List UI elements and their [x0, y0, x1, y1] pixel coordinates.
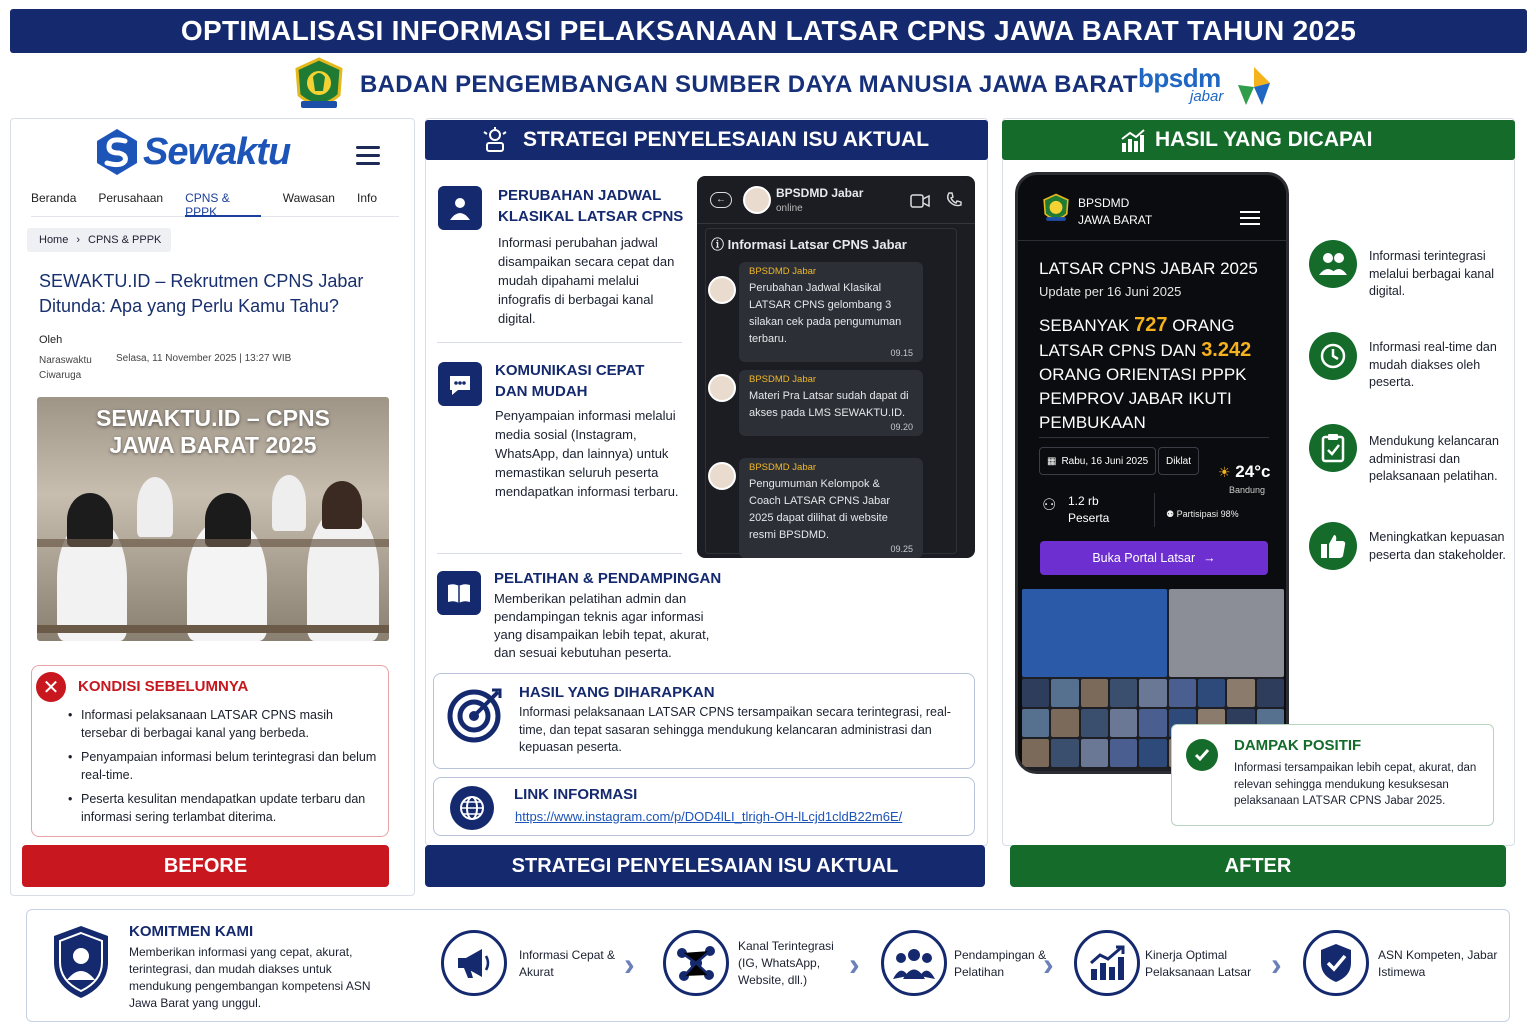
komitmen-text: Memberikan informasi yang cepat, akurat, terintegrasi, dan mudah diakses untuk mendukung pengembangan kompetensi ASN Jawa Barat yang unggul. [129, 945, 371, 1010]
whatsapp-chat-mockup [697, 176, 975, 558]
article-date: Selasa, 11 November 2025 | 13:27 WIB [116, 353, 292, 364]
phone-title: LATSAR CPNS JABAR 2025 [1039, 259, 1258, 278]
megaphone-icon [441, 930, 507, 996]
video-tile [1022, 739, 1049, 767]
strategy-icon [481, 126, 509, 154]
check-circle-icon [1186, 739, 1218, 771]
video-tile [1198, 679, 1225, 707]
photo-overlay-line-1: SEWAKTU.ID – CPNS [96, 405, 330, 431]
sewaktu-logo [95, 127, 290, 177]
chat-message [739, 370, 923, 436]
komitmen-bar [26, 909, 1510, 1022]
shield-check-icon [1303, 930, 1369, 996]
phone-app-header [1018, 175, 1286, 241]
video-tile [1227, 679, 1254, 707]
chat-contact-status: online [776, 203, 803, 214]
hamburger-menu-icon[interactable] [356, 141, 380, 170]
message-sender: BPSDMD Jabar [749, 462, 817, 473]
west-java-emblem-icon [1042, 193, 1070, 225]
nav-item-cpns-pppk[interactable]: CPNS & PPPK [185, 191, 261, 217]
open-portal-label: Buka Portal Latsar [1092, 551, 1196, 565]
result-item-text: Mendukung kelancaran administrasi dan pelaksanaan pelatihan. [1369, 434, 1499, 483]
komitmen-step-label: Kinerja Optimal Pelaksanaan Latsar [1145, 948, 1252, 979]
video-tile [1081, 709, 1108, 737]
sewaktu-s-icon [95, 127, 139, 177]
strategy-item-text: Memberikan pelatihan admin dan pendampingan teknis agar informasi yang disampaikan lebih tepat, akurat, dan sesuai kebutuhan peserta. [494, 591, 710, 660]
message-sender: BPSDMD Jabar [749, 374, 817, 385]
article-photo [37, 397, 389, 641]
kondisi-item: • Penyampaian informasi belum terintegrasi dan belum real-time. [68, 748, 378, 784]
sun-icon: ☀ [1218, 464, 1231, 480]
bpsdm-logo-sub: jabar [1190, 88, 1224, 105]
book-icon [437, 571, 481, 615]
message-text: Materi Pra Latsar sudah dapat di akses pada LMS SEWAKTU.ID. [749, 390, 909, 419]
nav-item-wawasan[interactable]: Wawasan [282, 191, 335, 205]
dampak-text: Informasi tersampaikan lebih cepat, akurat, dan relevan sehingga mendukung kesuksesan pelaksanaan LATSAR CPNS Jabar 2025. [1234, 762, 1477, 807]
author-name[interactable]: Naraswaktu Ciwaruga [39, 355, 92, 381]
komitmen-title: KOMITMEN KAMI [129, 923, 254, 940]
kondisi-title: KONDISI SEBELUMNYA [78, 678, 249, 695]
calendar-icon: ▦ [1047, 455, 1057, 467]
strategy-item-title: PERUBAHAN JADWAL KLASIKAL LATSAR CPNS [498, 187, 684, 225]
headline-prefix: SEBANYAK [1039, 316, 1130, 335]
group-icon [881, 930, 947, 996]
breadcrumb-home[interactable]: Home [39, 234, 69, 246]
dampak-positif-card [1171, 724, 1494, 826]
expected-result-title: HASIL YANG DIHARAPKAN [519, 684, 715, 701]
strategy-button[interactable]: STRATEGI PENYELESAIAN ISU AKTUAL [425, 845, 985, 887]
avatar [708, 462, 736, 490]
result-item-text: Meningkatkan kepuasan peserta dan stakeholder. [1369, 530, 1506, 562]
chevron-right-icon: › [1271, 946, 1282, 982]
dampak-title: DAMPAK POSITIF [1234, 737, 1362, 754]
video-tile [1081, 679, 1108, 707]
date-chip-label: Rabu, 16 Juni 2025 [1061, 455, 1149, 467]
sewaktu-wordmark: Sewaktu [143, 130, 291, 173]
video-tile [1110, 679, 1137, 707]
phone-update-date: Update per 16 Juni 2025 [1039, 284, 1182, 299]
people-icon [1309, 240, 1357, 288]
globe-icon [450, 786, 494, 830]
strategy-item-text: Penyampaian informasi melalui media sosial (Instagram, WhatsApp, dan lainnya) untuk memastikan seluruh peserta mendapatkan informasi terbaru. [495, 408, 679, 499]
strategy-header [425, 120, 988, 160]
phone-org-name [1078, 195, 1152, 229]
video-tile [1051, 679, 1078, 707]
before-button[interactable]: BEFORE [22, 845, 389, 887]
avatar [708, 276, 736, 304]
strategy-header-text: STRATEGI PENYELESAIAN ISU AKTUAL [523, 128, 930, 151]
close-x-icon: ✕ [36, 672, 66, 702]
article-headline[interactable]: SEWAKTU.ID – Rekrutmen CPNS Jabar Ditunda: Apa yang Perlu Kamu Tahu? [39, 271, 364, 316]
video-tile [1139, 679, 1166, 707]
nav-item-perusahaan[interactable]: Perusahaan [98, 191, 164, 205]
participant-count: 1.2 rb [1068, 494, 1099, 508]
count-cpns: 727 [1134, 314, 1168, 336]
participant-stat [1068, 493, 1109, 527]
diklat-chip[interactable]: Diklat [1158, 447, 1199, 475]
komitmen-step-label: ASN Kompeten, Jabar Istimewa [1378, 948, 1498, 979]
result-header [1002, 120, 1515, 160]
participants-icon: ⚇ [1042, 497, 1057, 514]
chat-channel-name: Informasi Latsar CPNS Jabar [727, 237, 907, 252]
chat-contact-name: BPSDMD Jabar [776, 186, 864, 200]
weather-temp-value: 24°c [1235, 462, 1271, 481]
kondisi-list [68, 706, 378, 832]
strategy-item-title: PELATIHAN & PENDAMPINGAN [494, 570, 722, 587]
network-icon [663, 930, 729, 996]
breadcrumb [27, 228, 171, 252]
phone-headline [1039, 313, 1279, 435]
chevron-right-icon: › [624, 946, 635, 982]
clock-icon [1309, 332, 1357, 380]
before-panel [10, 118, 415, 896]
chevron-right-icon: › [849, 946, 860, 982]
growth-chart-icon [1074, 930, 1140, 996]
org-name: BADAN PENGEMBANGAN SUMBER DAYA MANUSIA JAWA BARAT [360, 71, 1138, 98]
result-item-text: Informasi real-time dan mudah diakses oleh peserta. [1369, 340, 1497, 389]
count-pppk: 3.242 [1201, 339, 1252, 361]
chevron-right-icon: › [76, 234, 81, 246]
participation-label: Partisipasi 98% [1176, 509, 1239, 519]
video-tile [1169, 679, 1196, 707]
calendar-person-icon [438, 186, 482, 230]
bar-chart-icon [1120, 129, 1146, 153]
message-time: 09.15 [890, 348, 913, 358]
participant-label: Peserta [1068, 511, 1110, 525]
nav-item-info[interactable]: Info [356, 191, 377, 205]
info-circle-icon: ⓘ [711, 237, 725, 252]
video-tile [1169, 589, 1284, 677]
chat-header [697, 176, 975, 224]
video-tile [1110, 739, 1137, 767]
avatar [708, 374, 736, 402]
date-chip[interactable] [1039, 447, 1156, 475]
bpsdm-leaf-icon [1234, 65, 1274, 109]
phone-call-icon[interactable] [945, 191, 963, 209]
phone-org-line-2: JAWA BARAT [1078, 213, 1153, 227]
nav-item-beranda[interactable]: Beranda [31, 191, 77, 205]
open-portal-button[interactable] [1040, 541, 1268, 575]
result-item-text: Informasi terintegrasi melalui berbagai kanal digital. [1369, 249, 1495, 298]
strategy-item-title: KOMUNIKASI CEPAT DAN MUDAH [495, 362, 645, 400]
message-text: Pengumuman Kelompok & Coach LATSAR CPNS Jabar 2025 dapat dilihat di website resmi BPSDMD. [749, 478, 891, 541]
page-title-banner: OPTIMALISASI INFORMASI PELAKSANAAN LATSAR CPNS JAWA BARAT TAHUN 2025 [10, 9, 1527, 53]
photo-overlay-line-2: JAWA BARAT 2025 [109, 432, 317, 458]
video-tile [1110, 709, 1137, 737]
shield-person-icon [51, 924, 111, 1000]
komitmen-step-label: Kanal Terintegrasi (IG, WhatsApp, Website, dll.) [738, 939, 834, 987]
headline-mid: ORANG LATSAR CPNS DAN [1039, 316, 1235, 360]
phone-org-line-1: BPSDMD [1078, 196, 1130, 210]
video-tile [1022, 679, 1049, 707]
message-sender: BPSDMD Jabar [749, 266, 817, 277]
breadcrumb-current[interactable]: CPNS & PPPK [88, 234, 162, 246]
group-small-icon: ⚉ [1166, 509, 1177, 519]
video-tile [1022, 589, 1167, 677]
result-header-text: HASIL YANG DICAPAI [1155, 128, 1373, 151]
chat-message [739, 458, 923, 558]
participation-rate [1166, 509, 1239, 520]
org-header [10, 55, 1527, 117]
back-arrow-icon[interactable]: ← [710, 192, 732, 208]
clipboard-check-icon [1309, 424, 1357, 472]
message-text: Perubahan Jadwal Klasikal LATSAR CPNS gelombang 3 silakan cek pada pengumuman terbaru. [749, 282, 902, 345]
target-icon [446, 686, 504, 744]
chat-message [739, 262, 923, 362]
video-tile [1022, 709, 1049, 737]
weather-city: Bandung [1229, 485, 1266, 495]
video-tile [1051, 739, 1078, 767]
kondisi-sebelumnya-card [31, 665, 389, 837]
link-info-card [433, 777, 975, 836]
komitmen-step-label: Informasi Cepat & Akurat [519, 948, 616, 979]
video-tile [1139, 739, 1166, 767]
video-tile [1081, 739, 1108, 767]
video-tile [1051, 709, 1078, 737]
photo-overlay-title [37, 405, 389, 459]
hamburger-menu-icon[interactable] [1240, 207, 1260, 229]
link-info-title: LINK INFORMASI [514, 786, 638, 803]
chevron-right-icon: › [1043, 946, 1054, 982]
after-button[interactable]: AFTER [1010, 845, 1506, 887]
thumbs-up-icon [1309, 522, 1357, 570]
avatar [743, 186, 771, 214]
bpsdm-logo-main: bpsdm [1138, 63, 1221, 93]
west-java-emblem-icon [293, 57, 345, 115]
komitmen-step-label: Pendampingan & Pelatihan [954, 948, 1047, 979]
instagram-link[interactable]: https://www.instagram.com/p/DOD4lLI_tlrigh-OH-lLcjd1cldB22m6E/ [515, 809, 903, 824]
strategy-item-text: Informasi perubahan jadwal disampaikan secara cepat dan mudah dipahami melalui infografis di berbagai kanal digital. [498, 235, 675, 326]
message-time: 09.25 [890, 544, 913, 554]
video-tile [1139, 709, 1166, 737]
video-call-icon[interactable] [910, 194, 930, 208]
kondisi-item: • Informasi pelaksanaan LATSAR CPNS masih tersebar di berbagai kanal yang berbeda. [68, 706, 378, 742]
author-by-label: Oleh [39, 334, 63, 346]
bpsdm-logo [1138, 63, 1223, 105]
phone-mockup [1015, 172, 1289, 774]
chat-bubble-icon [438, 362, 482, 406]
expected-result-text: Informasi pelaksanaan LATSAR CPNS tersampaikan secara terintegrasi, real-time, dan tepat sasaran sehingga mendukung kelancaran administrasi dan kepuasan peserta. [519, 705, 951, 754]
video-tile [1257, 679, 1284, 707]
arrow-right-icon: → [1203, 551, 1216, 565]
weather-temp [1218, 462, 1270, 482]
site-nav [31, 191, 399, 217]
message-time: 09.20 [890, 422, 913, 432]
headline-suffix: ORANG ORIENTASI PPPK PEMPROV JABAR IKUTI PEMBUKAAN [1039, 365, 1247, 432]
expected-result-card [433, 673, 975, 769]
kondisi-item: • Peserta kesulitan mendapatkan update terbaru dan informasi sering terlambat diterima. [68, 790, 378, 826]
